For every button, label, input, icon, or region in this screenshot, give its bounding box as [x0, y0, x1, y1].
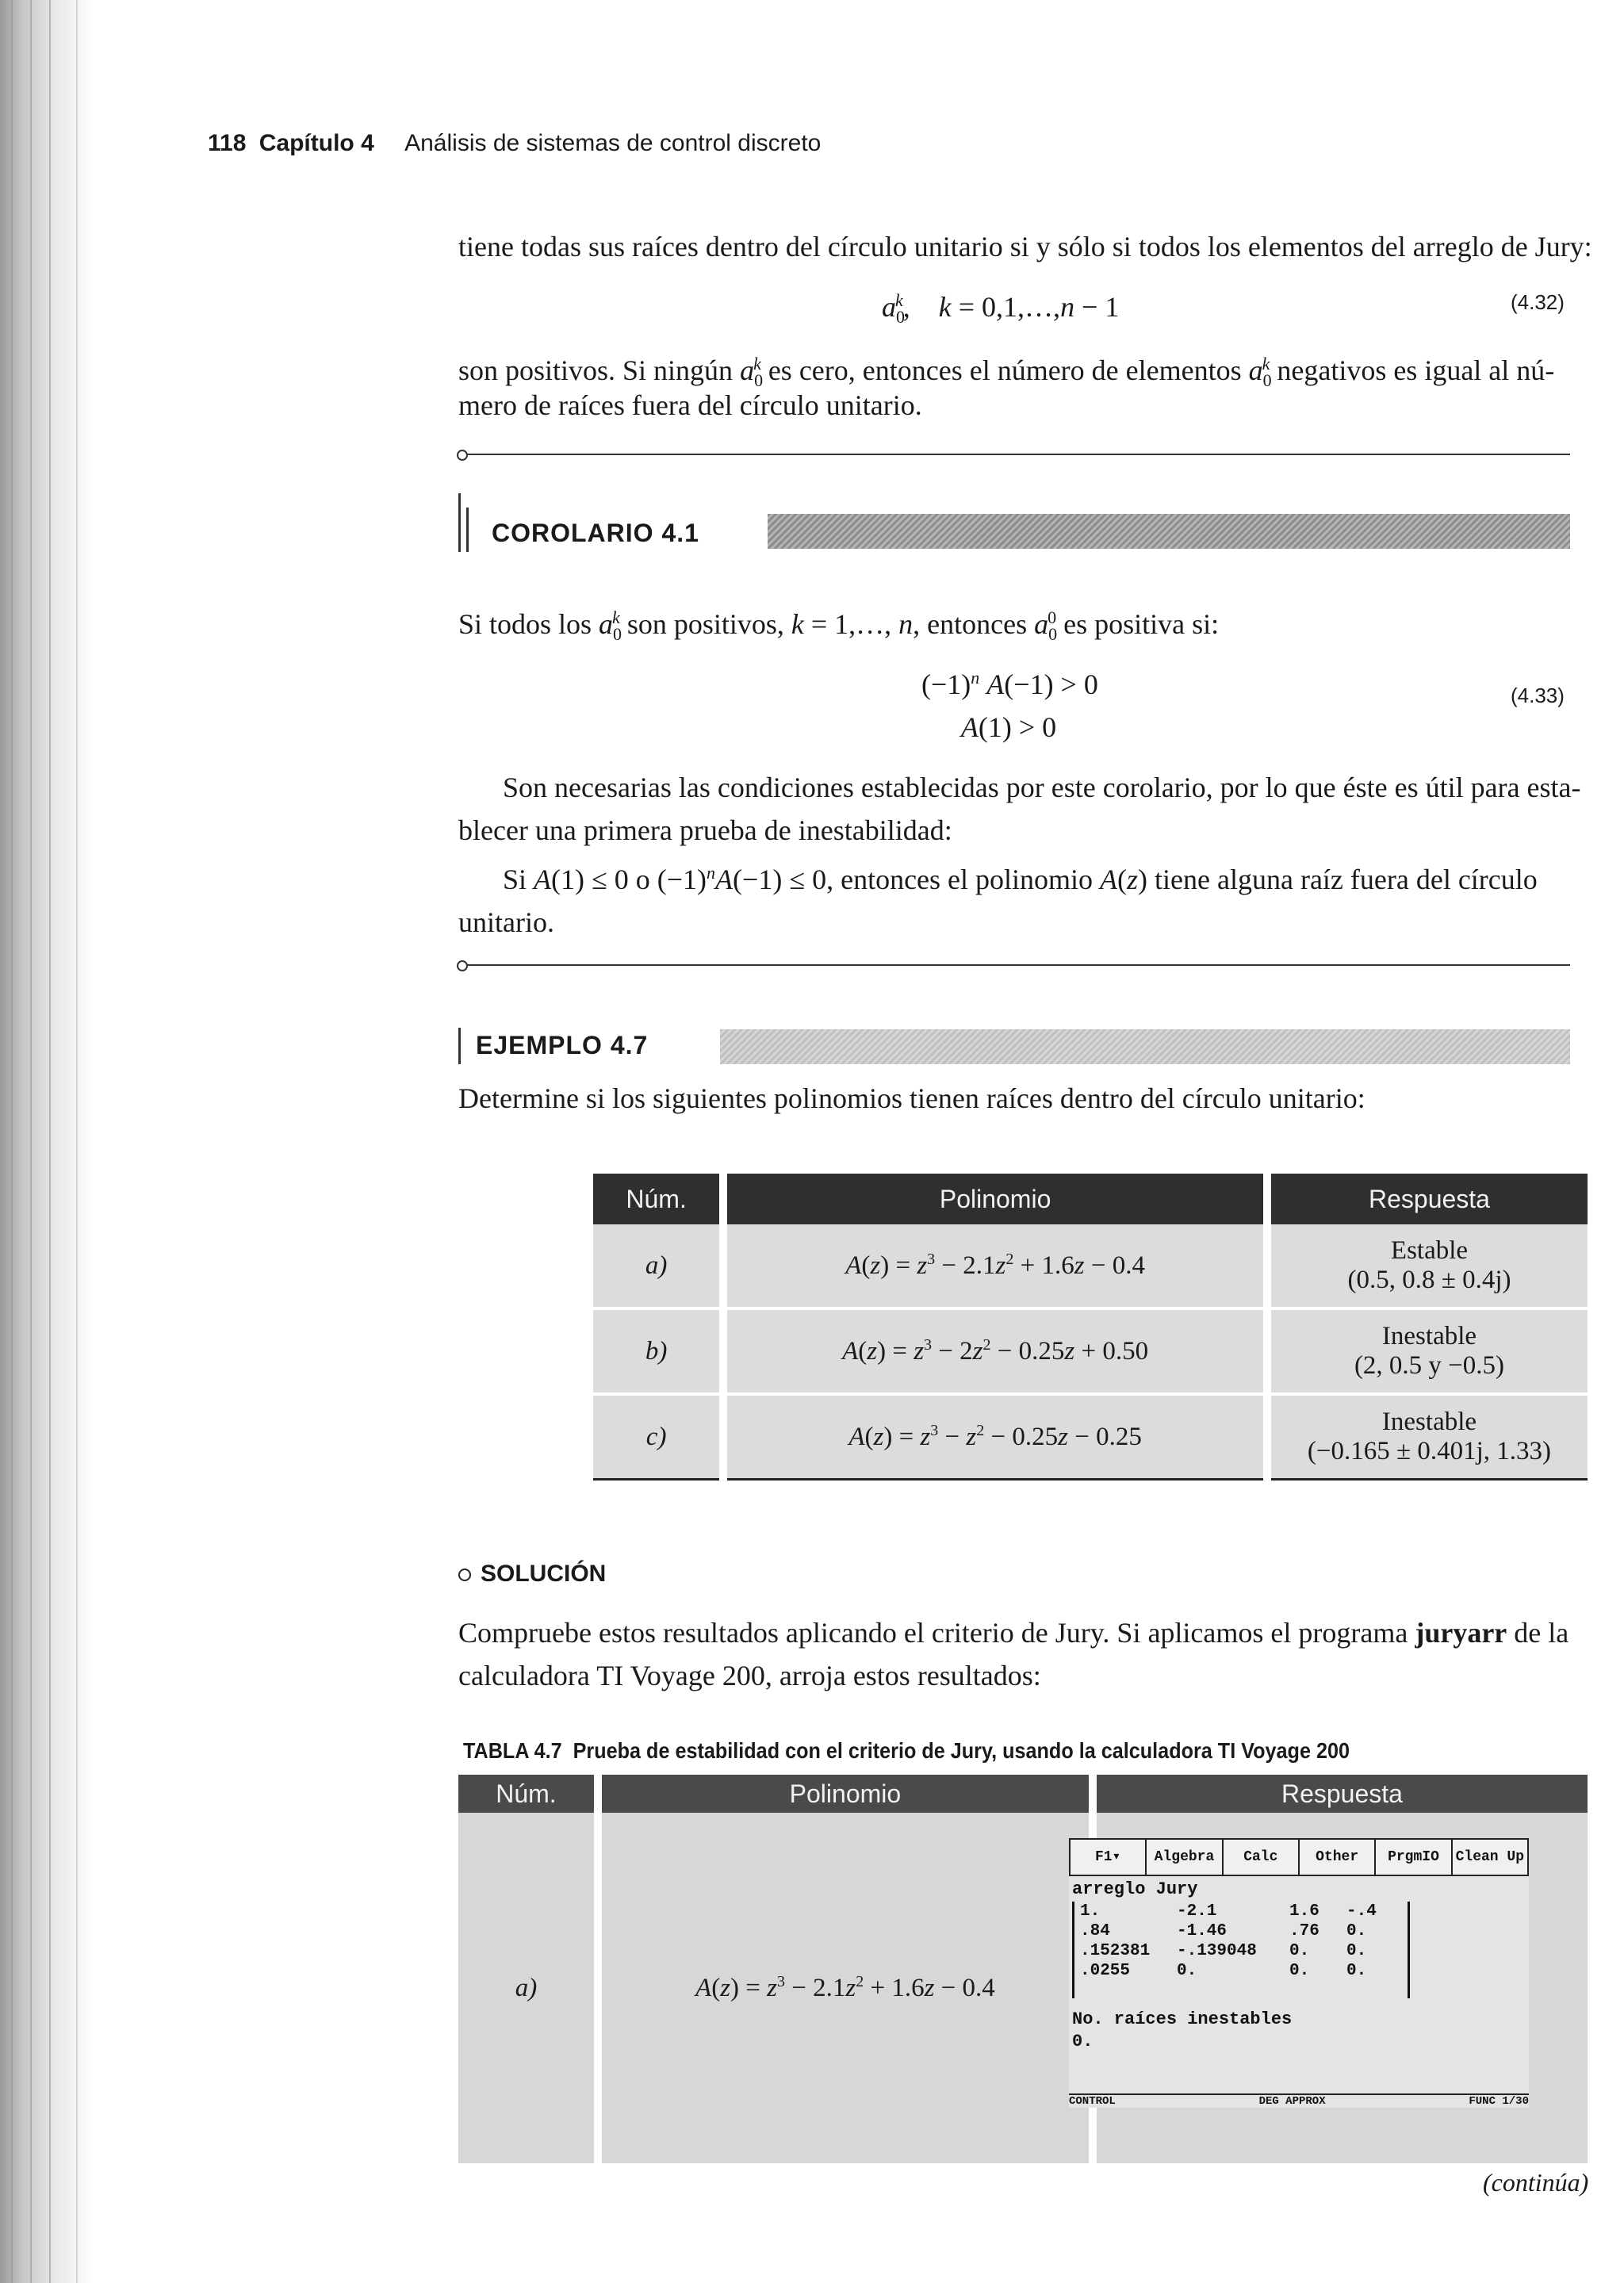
row-num: b) [593, 1308, 723, 1394]
continues-note: (continúa) [1483, 2168, 1589, 2197]
matrix-row: .0255 0. 0. 0. [1080, 1962, 1367, 1980]
col-num-header: Núm. [593, 1174, 723, 1224]
col-respuesta-header: Respuesta [1267, 1174, 1588, 1224]
corolario-intro: Si todos los $a_0^k$ son positivos, k = 1,…, n, entonces $a_0^0$ es positiva si: [458, 607, 1220, 645]
calc-result-label: No. raíces inestables [1072, 2009, 1293, 2029]
row-num: c) [593, 1394, 723, 1480]
menu-calc: Calc [1224, 1840, 1300, 1875]
ejemplo-statement: Determine si los siguientes polinomios tienen raíces dentro del círculo unitario: [458, 1082, 1365, 1114]
equation-number: (4.33) [1511, 684, 1565, 707]
corolario-title: COROLARIO 4.1 [492, 519, 699, 547]
calc-result-value: 0. [1072, 2032, 1094, 2051]
menu-tools: F1▾ [1071, 1840, 1147, 1875]
section-divider [462, 454, 1570, 455]
row-polynomial: $A(z) = z^3 - 2z^2 - 0.25z + 0.50$ [723, 1308, 1267, 1394]
matrix-row: .152381 -.139048 0. 0. [1080, 1942, 1367, 1960]
solucion-heading: SOLUCIÓN [458, 1561, 606, 1588]
calculator-status-bar: CONTROL DEG APPROX FUNC 1/30 [1069, 2095, 1529, 2108]
chapter-title: Análisis de sistemas de control discreto [404, 130, 822, 156]
theorem-paragraph: son positivos. Si ningún $a_0^k$ es cero, entonces el número de elementos $a_0^k$ negativos es igual al nú- [458, 354, 1555, 391]
calculator-screen [1069, 1838, 1529, 2108]
page-number: 118 [208, 130, 247, 156]
running-header [208, 130, 821, 157]
row-answer: Inestable (2, 0.5 y −0.5) [1267, 1308, 1588, 1394]
table-row [593, 1308, 1588, 1394]
row-num: a) [593, 1224, 723, 1308]
instability-test: Si A(1) ≤ 0 o $(-1)^nA(-1) \le 0$, entonces el polinomio A(z) tiene alguna raíz fuera del círculo unitario. [458, 863, 1538, 938]
col-num-header: Núm. [458, 1775, 598, 1813]
col-respuesta-header: Respuesta [1093, 1775, 1588, 1813]
ejemplo-header [458, 1023, 1570, 1067]
table-caption: TABLA 4.7 Prueba de estabilidad con el criterio de Jury, usando la calculadora TI Voyage 200 [463, 1738, 1350, 1763]
menu-cleanup: Clean Up [1455, 1849, 1525, 1865]
corolario-header [458, 508, 1570, 552]
example-table [593, 1174, 1588, 1481]
row-num: a) [458, 1813, 598, 2163]
menu-algebra: Algebra [1147, 1840, 1223, 1875]
calc-title-line: arreglo Jury [1072, 1879, 1198, 1899]
theorem-text-line: tiene todas sus raíces dentro del círculo unitario si y sólo si todos los elementos del arreglo de Jury: [458, 231, 1592, 262]
menu-prgmio: PrgmIO [1376, 1840, 1452, 1875]
theorem-paragraph-end: mero de raíces fuera del círculo unitario. [458, 389, 922, 421]
col-polinomio-header: Polinomio [723, 1174, 1267, 1224]
chapter-label: Capítulo 4 [259, 130, 374, 156]
equation-4-33: $(-1)^n$ A(−1) > 0 A(1) > 0 [921, 668, 1098, 743]
row-polynomial: $A(z) = z^3 - z^2 - 0.25z - 0.25$ [723, 1394, 1267, 1480]
col-polinomio-header: Polinomio [598, 1775, 1093, 1813]
row-answer: Inestable (−0.165 ± 0.401j, 1.33) [1267, 1394, 1588, 1480]
matrix-row: .84 -1.46 .76 0. [1080, 1922, 1367, 1940]
solucion-paragraph: Compruebe estos resultados aplicando el criterio de Jury. Si aplicamos el programa juryarr de la calculadora TI Voyage 200, arroja estos resultados: [458, 1617, 1569, 1691]
equation-number: (4.32) [1511, 290, 1565, 314]
equation-4-32: $a_0^k$, k = 0,1,…,n − 1 [882, 290, 1120, 328]
corolario-paragraph: Son necesarias las condiciones establecidas por este corolario, por lo que éste es útil para esta- blecer una primera prueba de inestabilidad: [458, 772, 1581, 846]
menu-other: Other [1300, 1840, 1376, 1875]
row-polynomial: $A(z) = z^3 - 2.1z^2 + 1.6z - 0.4$ [723, 1224, 1267, 1308]
ejemplo-title: EJEMPLO 4.7 [476, 1031, 649, 1059]
bullet-circle-icon [458, 1569, 471, 1581]
row-polynomial: $A(z) = z^3 - 2.1z^2 + 1.6z - 0.4$ [598, 1813, 1093, 2163]
calculator-menu-bar [1069, 1838, 1529, 1876]
table-row [593, 1224, 1588, 1308]
page-binding-shadow [0, 0, 95, 2283]
table-row [593, 1394, 1588, 1480]
matrix-row: 1. -2.1 1.6 -.4 [1080, 1902, 1377, 1921]
jury-matrix [1072, 1902, 1410, 1998]
section-divider [462, 964, 1570, 966]
row-answer: Estable (0.5, 0.8 ± 0.4j) [1267, 1224, 1588, 1308]
